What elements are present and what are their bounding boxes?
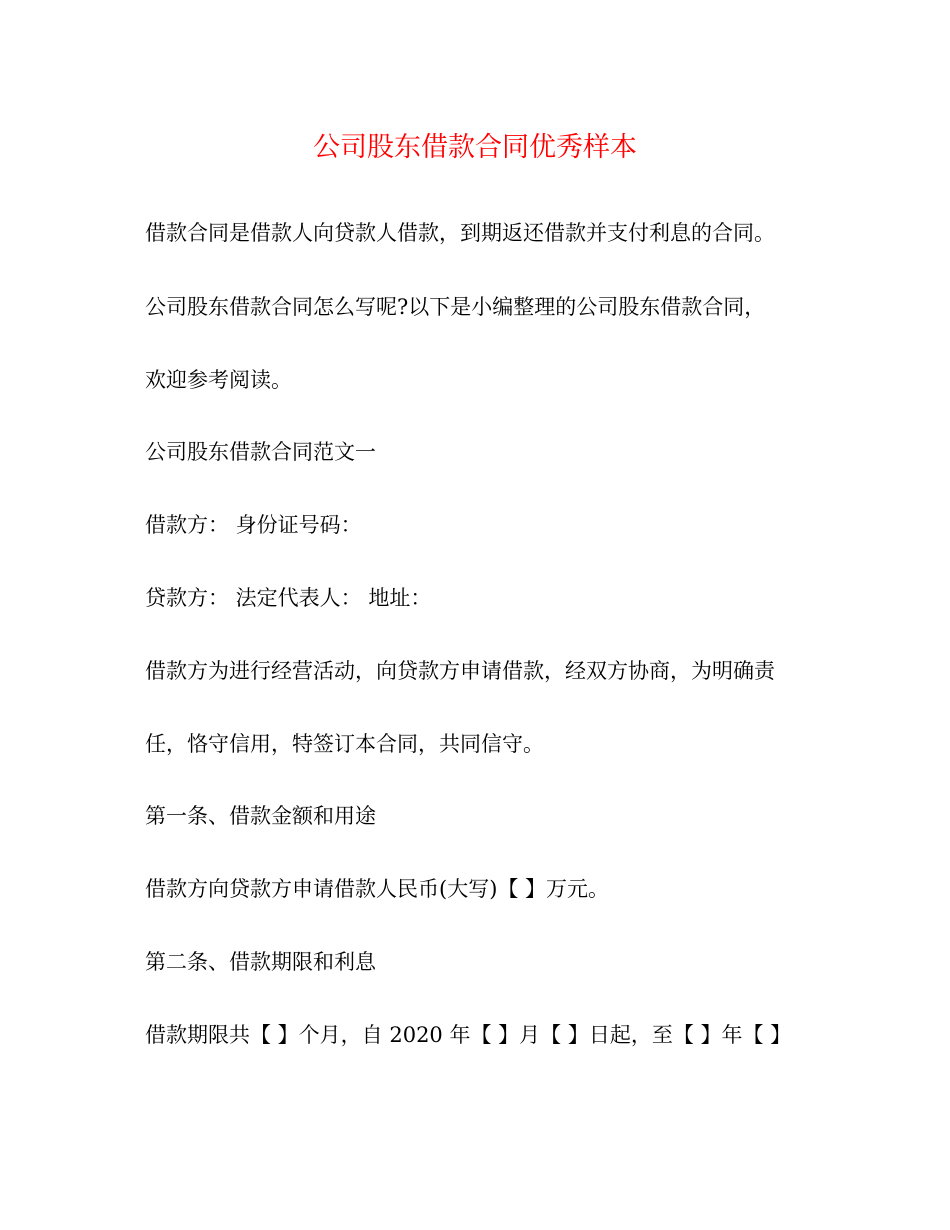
section-heading: 公司股东借款合同范文一 [145,440,376,464]
lender-fields: 贷款方： 法定代表人： 地址： [145,586,432,610]
article-heading: 第一条、借款金额和用途 [145,804,376,828]
paragraph-line: 任，恪守信用，特签订本合同，共同信守。 [145,732,544,756]
paragraph-line: 借款合同是借款人向贷款人借款，到期返还借款并支付利息的合同。 [145,221,775,245]
borrower-fields: 借款方： 身份证号码： [145,513,362,537]
paragraph-line: 借款方为进行经营活动，向贷款方申请借款，经双方协商，为明确责 [145,659,775,683]
paragraph-line: 欢迎参考阅读。 [145,368,292,392]
paragraph-line: 借款方向贷款方申请借款人民币(大写)【 】万元。 [145,877,610,901]
document-title: 公司股东借款合同优秀样本 [313,132,637,163]
paragraph-line: 公司股东借款合同怎么写呢?以下是小编整理的公司股东借款合同， [145,295,766,319]
article-heading: 第二条、借款期限和利息 [145,950,376,974]
paragraph-line: 借款期限共【 】个月，自 2020 年【 】月【 】日起，至【 】年【 】 [145,1023,792,1047]
